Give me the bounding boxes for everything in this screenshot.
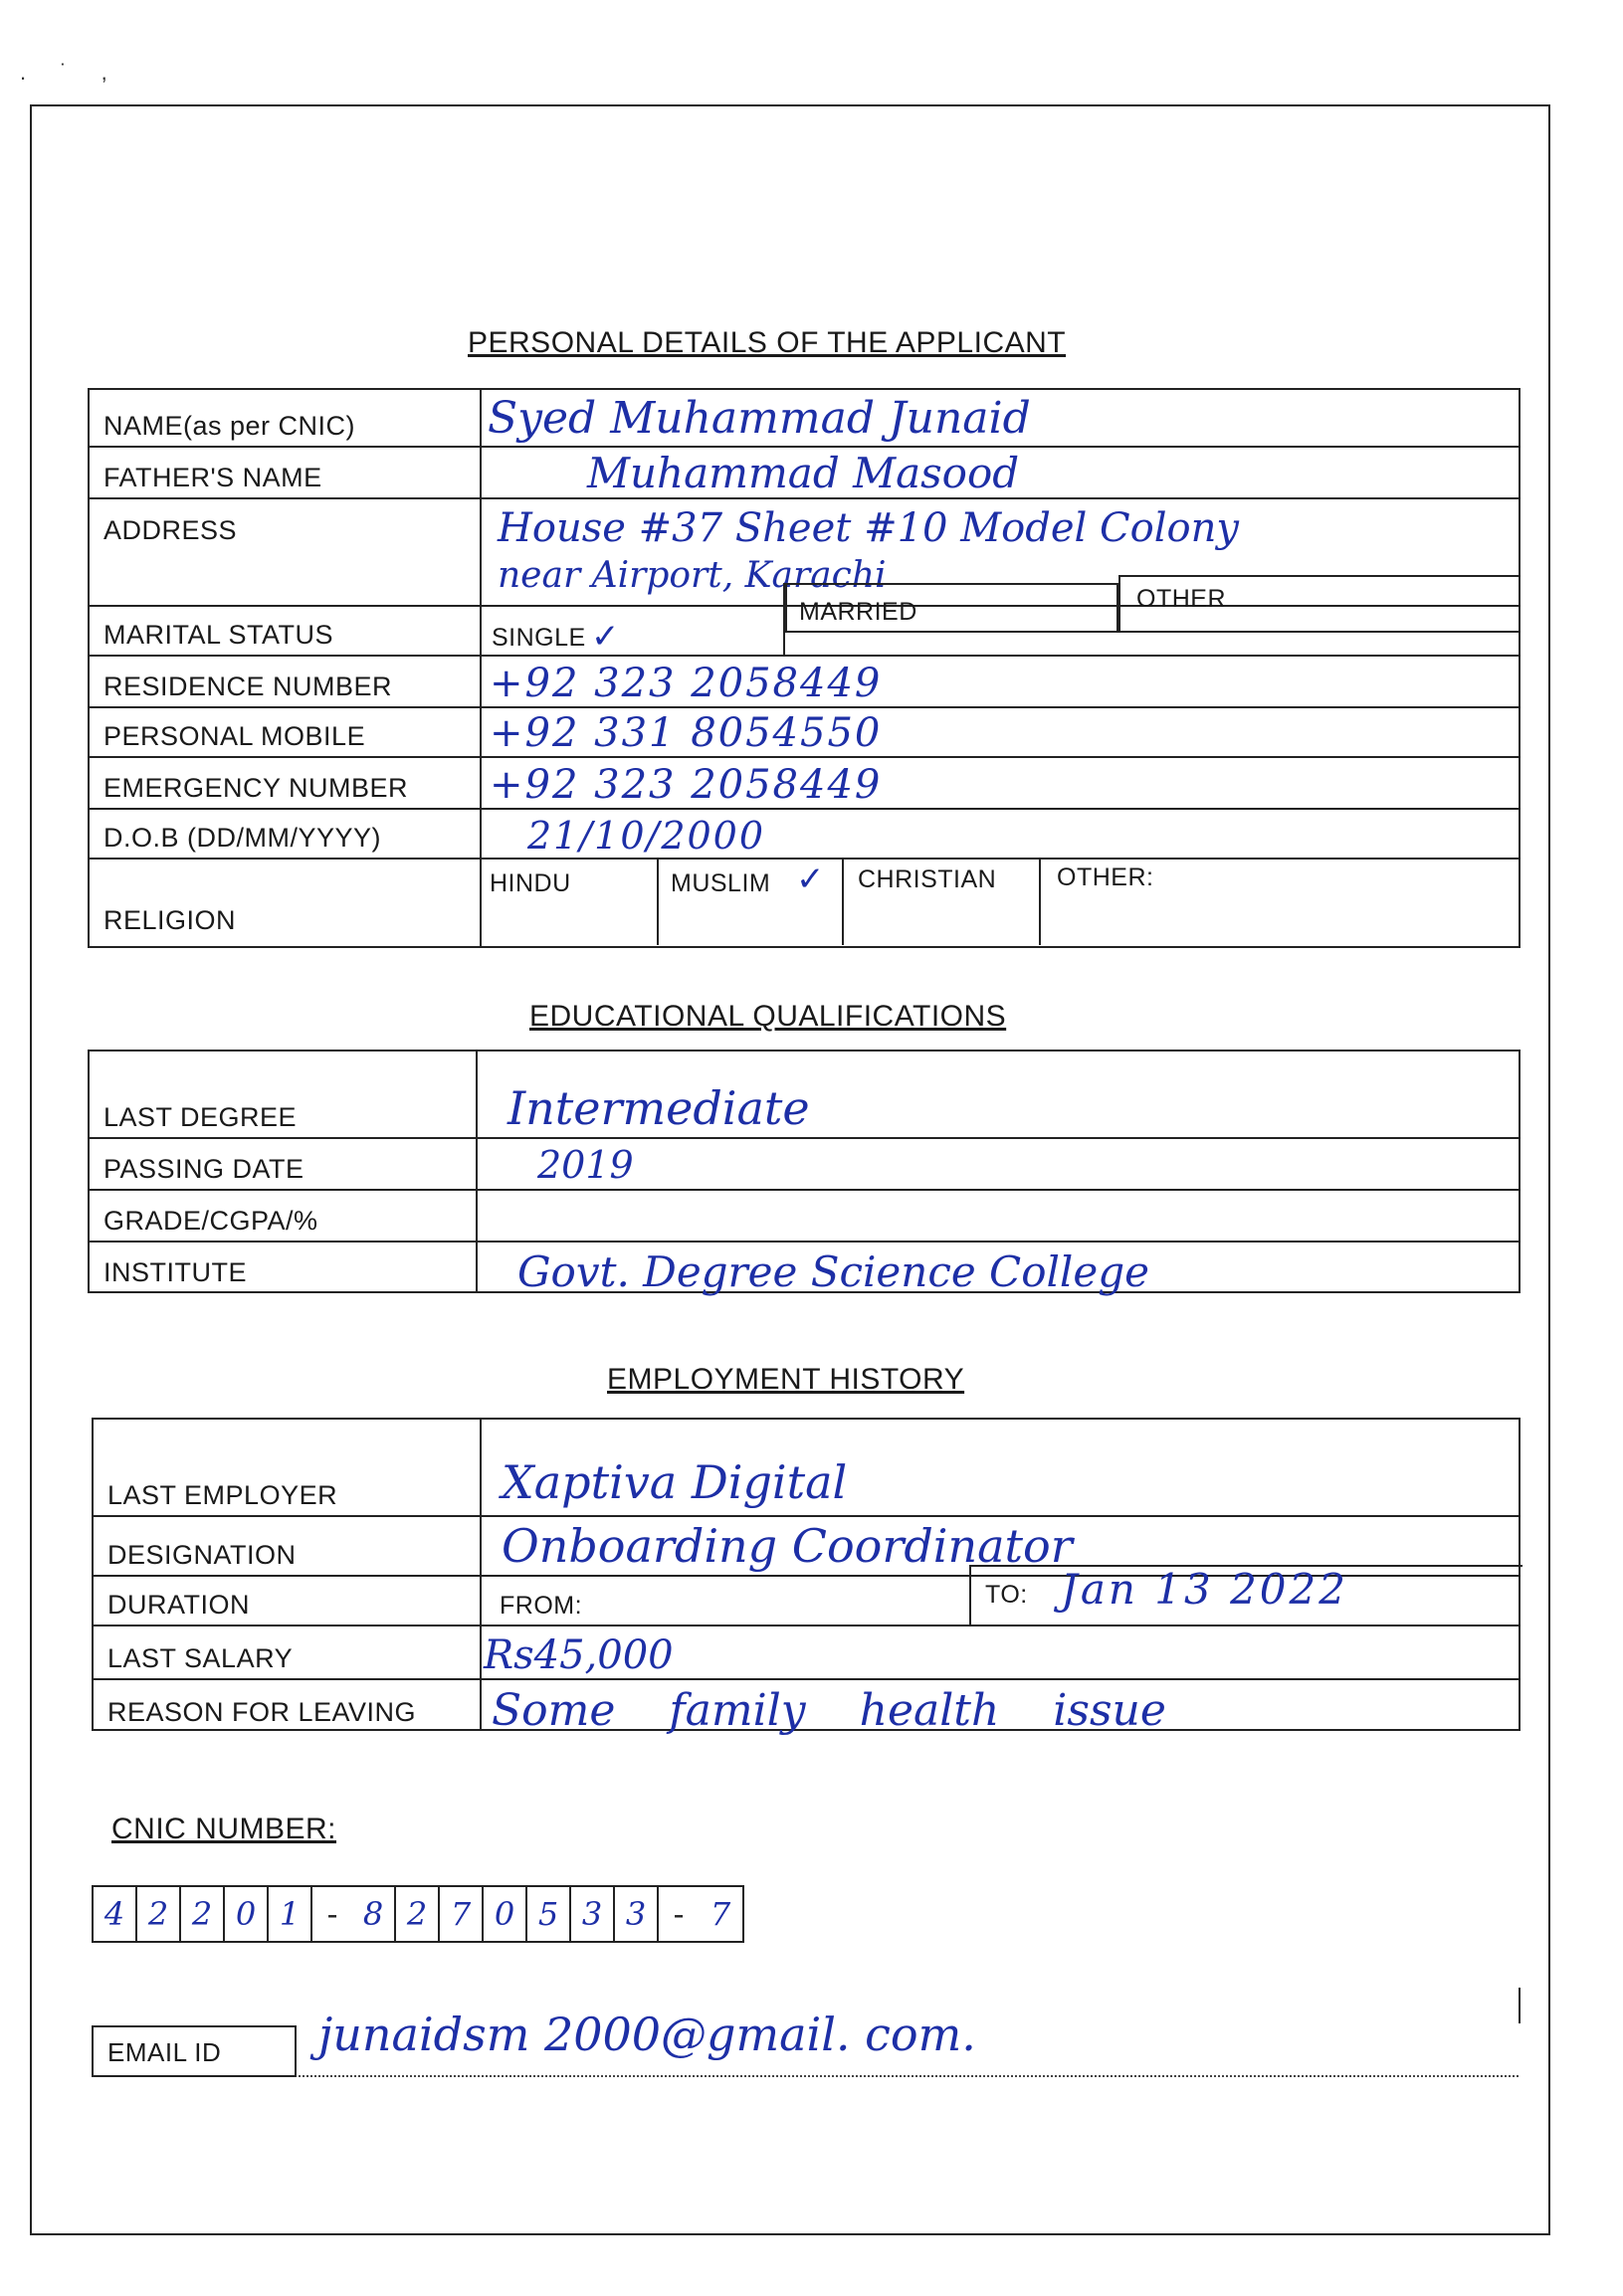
label-passing: PASSING DATE — [103, 1154, 304, 1184]
value-to-date[interactable]: Jan 13 2022 — [1061, 1565, 1348, 1614]
value-passing[interactable]: 2019 — [537, 1143, 634, 1187]
label-to: TO: — [985, 1581, 1028, 1609]
label-salary: LAST SALARY — [107, 1643, 294, 1673]
value-dob[interactable]: 21/10/2000 — [527, 814, 766, 858]
label-dob: D.O.B (DD/MM/YYYY) — [103, 823, 382, 853]
row-degree — [90, 1052, 1519, 1139]
education-heading: EDUCATIONAL QUALIFICATIONS — [529, 1000, 1007, 1033]
value-degree[interactable]: Intermediate — [507, 1081, 810, 1135]
label-father: FATHER'S NAME — [103, 463, 322, 492]
education-table — [88, 1050, 1521, 1296]
row-duration — [94, 1565, 1519, 1626]
label-institute: INSTITUTE — [103, 1257, 247, 1287]
row-name — [90, 390, 1519, 448]
row-passing — [90, 1139, 1519, 1191]
cnic-digit[interactable]: 3 — [615, 1887, 659, 1941]
row-reason — [94, 1680, 1519, 1736]
label-name: NAME(as per CNIC) — [103, 411, 356, 441]
row-marital — [90, 585, 1519, 657]
label-residence: RESIDENCE NUMBER — [103, 671, 393, 701]
label-marital: MARITAL STATUS — [103, 620, 334, 650]
personal-heading: PERSONAL DETAILS OF THE APPLICANT — [468, 326, 1067, 359]
label-designation: DESIGNATION — [107, 1540, 297, 1570]
row-father — [90, 448, 1519, 499]
label-grade: GRADE/CGPA/% — [103, 1206, 318, 1236]
cnic-separator[interactable]: - — [326, 1895, 338, 1933]
row-religion — [90, 860, 1519, 946]
row-grade — [90, 1191, 1519, 1243]
cnic-digit[interactable]: 1 — [269, 1887, 312, 1941]
value-name[interactable]: Syed Muhammad Junaid — [488, 393, 1031, 444]
cnic-digit[interactable]: 2 — [396, 1887, 440, 1941]
value-residence[interactable]: +92 323 2058449 — [490, 661, 883, 706]
checkmark-icon: ✓ — [796, 860, 825, 899]
row-emergency — [90, 758, 1519, 810]
religion-other[interactable]: OTHER: — [1057, 863, 1154, 891]
label-employer: LAST EMPLOYER — [107, 1480, 338, 1510]
cnic-digit[interactable]: 0 — [225, 1887, 269, 1941]
label-mobile: PERSONAL MOBILE — [103, 721, 366, 751]
religion-christian[interactable]: CHRISTIAN — [844, 860, 1041, 945]
employment-heading: EMPLOYMENT HISTORY — [607, 1363, 965, 1396]
value-mobile[interactable]: +92 331 8054550 — [490, 710, 883, 756]
marital-other[interactable]: OTHER — [1118, 575, 1521, 633]
cnic-digit[interactable]: 0 — [484, 1887, 527, 1941]
value-institute[interactable]: Govt. Degree Science College — [517, 1247, 1149, 1296]
value-designation[interactable]: Onboarding Coordinator — [502, 1519, 1073, 1573]
cnic-digit[interactable]: 2 — [137, 1887, 181, 1941]
label-religion: RELIGION — [103, 905, 237, 935]
email-end-bar — [1519, 1988, 1521, 2023]
label-reason: REASON FOR LEAVING — [107, 1697, 417, 1727]
email-label-box — [92, 2025, 297, 2077]
row-dob — [90, 810, 1519, 860]
row-institute — [90, 1243, 1519, 1296]
value-address-line2[interactable]: near Airport, Karachi — [498, 555, 887, 596]
label-degree: LAST DEGREE — [103, 1102, 298, 1132]
cnic-digit[interactable]: 8 — [352, 1887, 396, 1941]
cnic-digit[interactable]: 3 — [571, 1887, 615, 1941]
duration-to-box[interactable] — [969, 1565, 1522, 1626]
employment-table — [92, 1418, 1521, 1736]
cnic-digit[interactable]: 2 — [181, 1887, 225, 1941]
value-salary[interactable]: Rs45,000 — [484, 1632, 674, 1678]
marital-single[interactable]: SINGLE ✓ — [480, 583, 785, 657]
label-email: EMAIL ID — [107, 2037, 222, 2067]
cnic-separator[interactable]: - — [673, 1895, 685, 1933]
label-from: FROM: — [500, 1592, 583, 1620]
row-employer — [94, 1420, 1519, 1517]
personal-table — [88, 388, 1521, 948]
checkmark-icon: ✓ — [591, 617, 620, 657]
value-employer[interactable]: Xaptiva Digital — [502, 1455, 848, 1509]
value-reason[interactable]: Some family health issue — [492, 1685, 1166, 1736]
marital-married[interactable]: MARRIED — [785, 583, 1118, 633]
cnic-digit[interactable]: 4 — [94, 1887, 137, 1941]
label-duration: DURATION — [107, 1590, 250, 1620]
label-emergency: EMERGENCY NUMBER — [103, 773, 409, 803]
cnic-boxes[interactable] — [92, 1885, 744, 1943]
row-mobile — [90, 708, 1519, 758]
cnic-digit[interactable]: 5 — [527, 1887, 571, 1941]
label-address: ADDRESS — [103, 515, 238, 545]
value-emergency[interactable]: +92 323 2058449 — [490, 762, 883, 808]
scan-specks: . ˙ , — [20, 60, 121, 85]
cnic-heading: CNIC NUMBER: — [111, 1813, 337, 1845]
cnic-digit[interactable]: 7 — [710, 1895, 731, 1933]
religion-hindu[interactable]: HINDU — [480, 860, 659, 945]
value-father[interactable]: Muhammad Masood — [587, 449, 1020, 497]
value-address-line1[interactable]: House #37 Sheet #10 Model Colony — [498, 505, 1239, 551]
religion-muslim[interactable]: MUSLIM ✓ — [659, 860, 844, 945]
row-residence — [90, 657, 1519, 708]
value-email[interactable]: junaidsm 2000@gmail. com. — [318, 2008, 976, 2061]
row-salary — [94, 1626, 1519, 1680]
cnic-digit[interactable]: 7 — [440, 1887, 484, 1941]
